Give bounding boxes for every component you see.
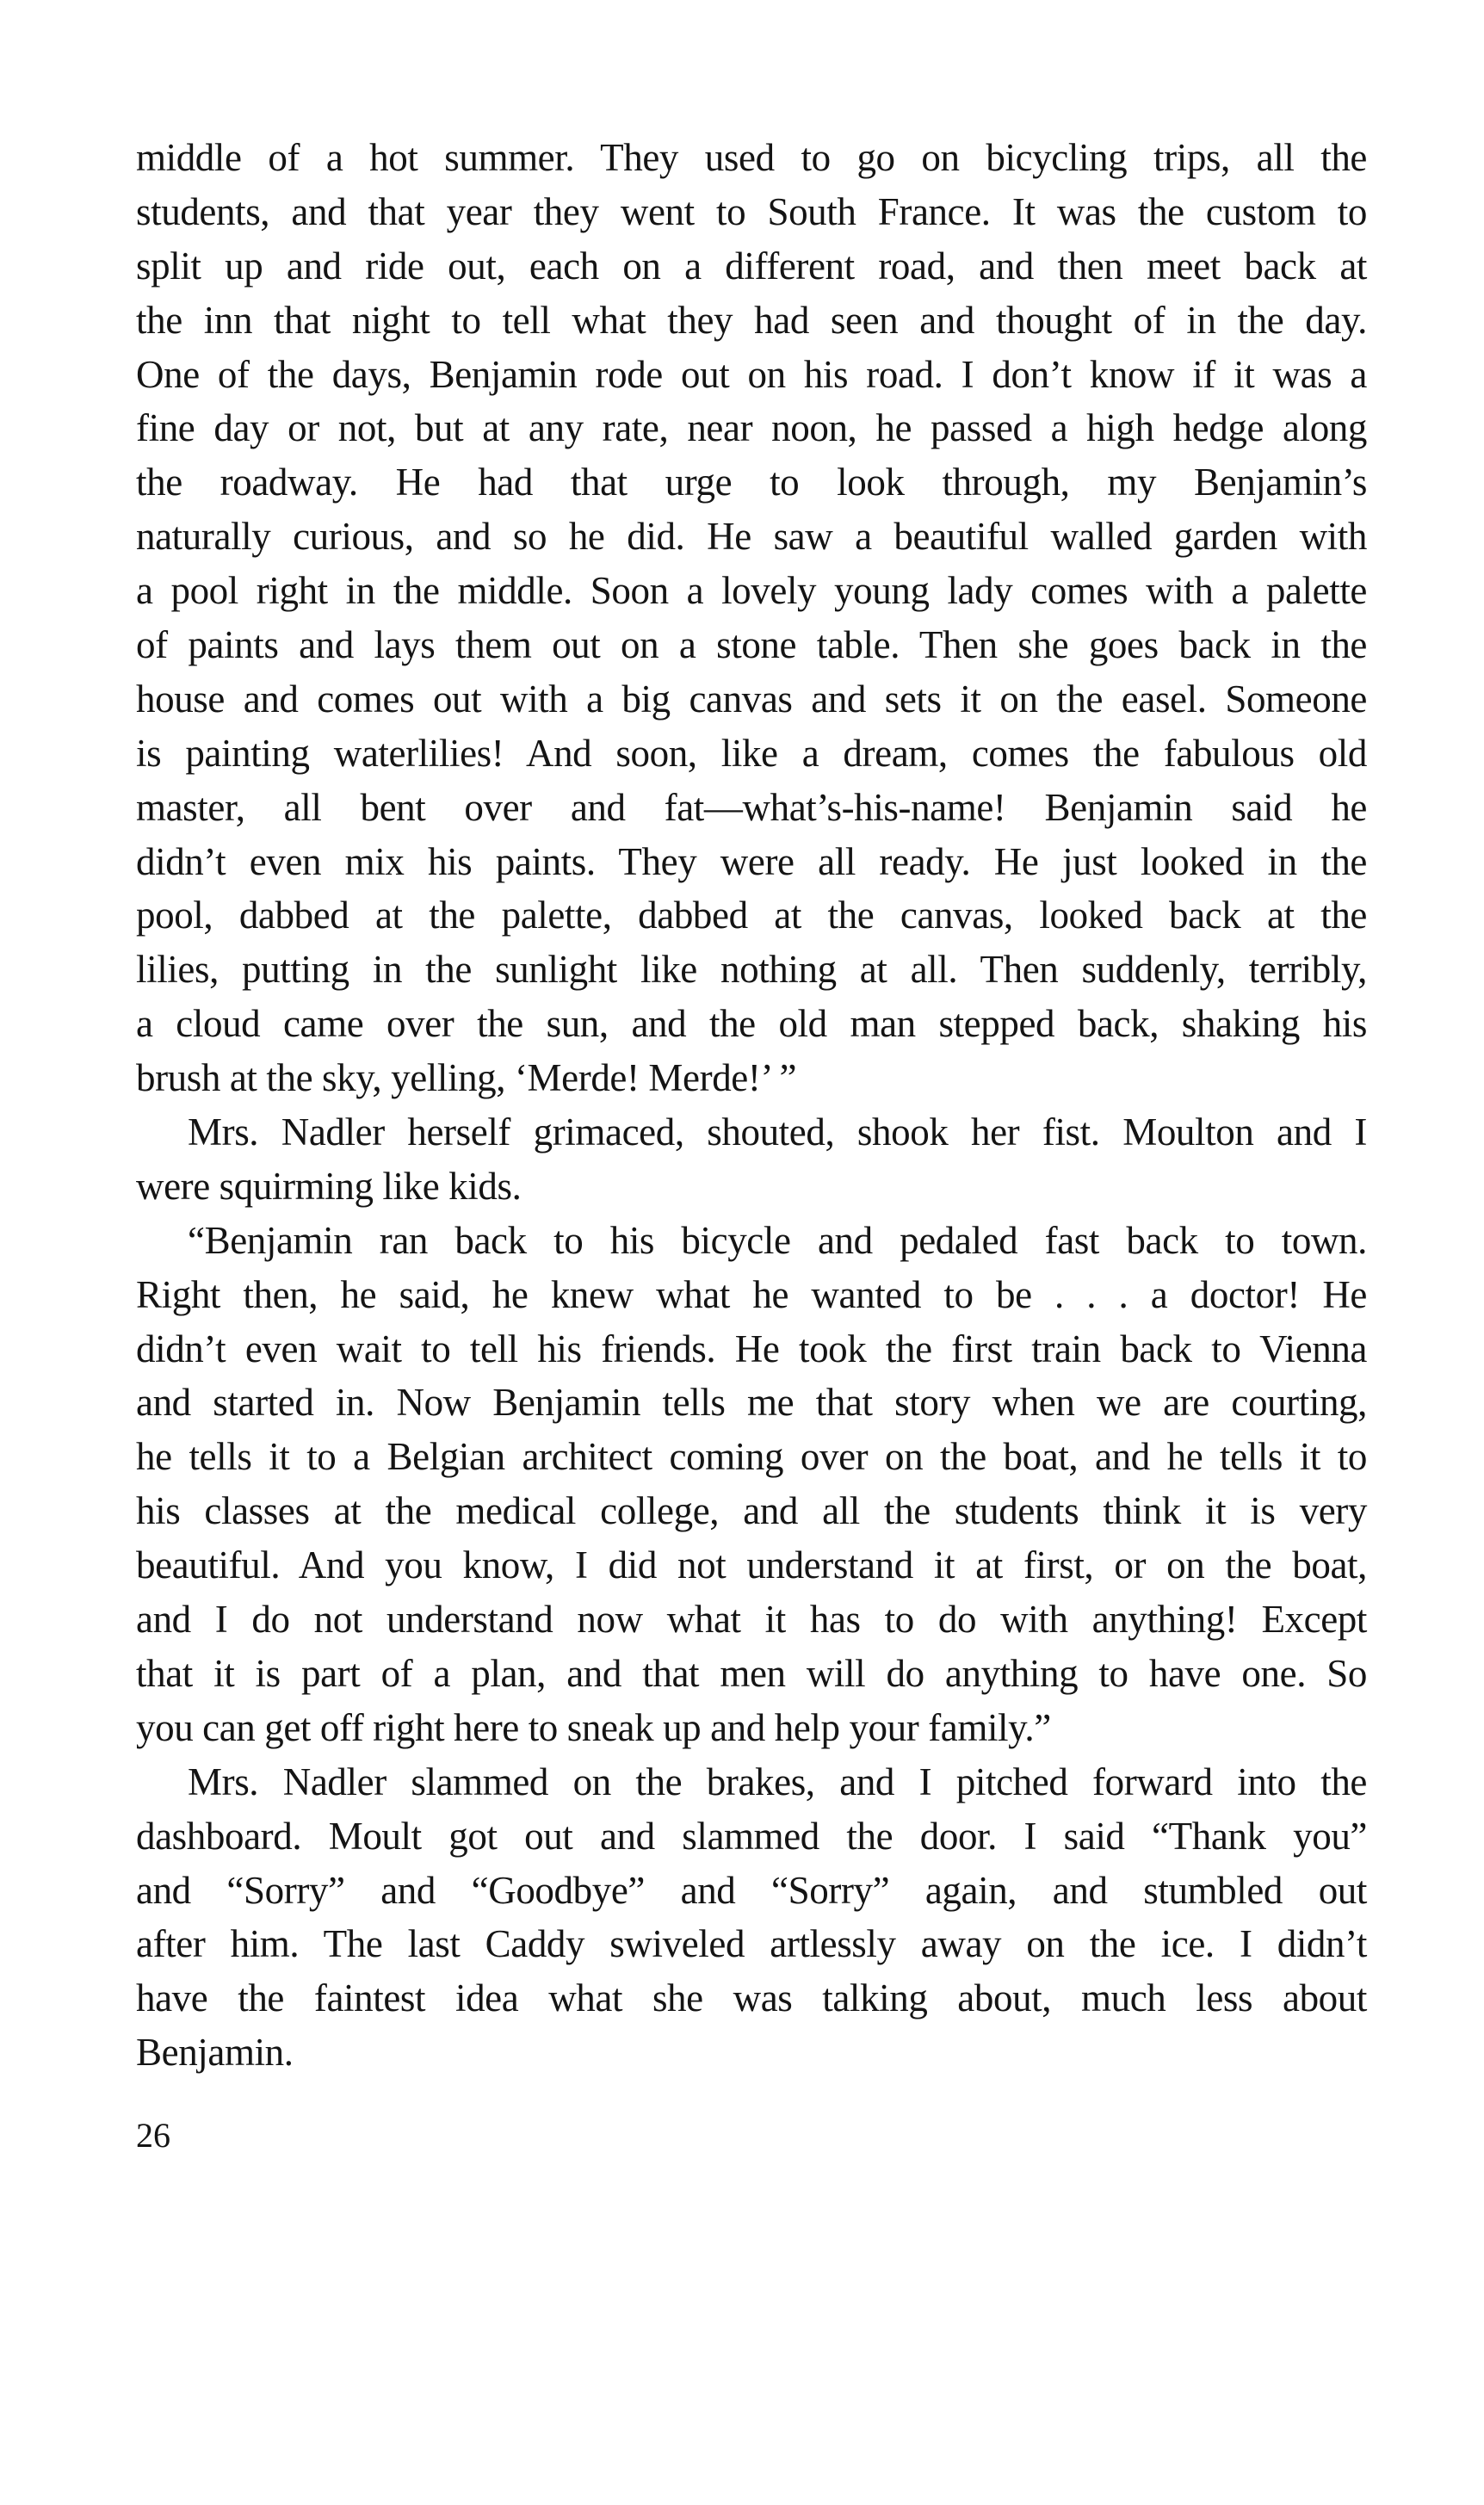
text-line: brush at the sky, yelling, ‘Merde! Merde!’ ” xyxy=(136,1056,797,1100)
text-line: is painting waterlilies! And soon, like a dream, comes the fabulous old xyxy=(136,731,1367,775)
text-line: lilies, putting in the sunlight like nothing at all. Then suddenly, terribly, xyxy=(136,948,1367,992)
text-line: beautiful. And you know, I did not understand it at first, or on the boat, xyxy=(136,1543,1367,1587)
text-line: have the faintest idea what she was talking about, much less about xyxy=(136,1976,1367,2020)
text-line: and started in. Now Benjamin tells me that story when we are courting, xyxy=(136,1381,1367,1425)
text-line: he tells it to a Belgian architect coming over on the boat, and he tells it to xyxy=(136,1435,1367,1479)
text-line: the inn that night to tell what they had seen and thought of in the day. xyxy=(136,298,1367,342)
text-line: didn’t even wait to tell his friends. He took the first train back to Vienna xyxy=(136,1327,1367,1370)
text-line: and “Sorry” and “Goodbye” and “Sorry” again, and stumbled out xyxy=(136,1868,1367,1912)
paragraph xyxy=(136,1755,1367,2080)
text-line: Mrs. Nadler herself grimaced, shouted, shook her fist. Moulton and I xyxy=(188,1110,1367,1154)
text-line: master, all bent over and fat—what’s-his-name! Benjamin said he xyxy=(136,785,1367,829)
text-line: of paints and lays them out on a stone table. Then she goes back in the xyxy=(136,623,1367,667)
text-line: students, and that year they went to South France. It was the custom to xyxy=(136,189,1367,233)
text-line: were squirming like kids. xyxy=(136,1164,522,1208)
text-line: his classes at the medical college, and all the students think it is very xyxy=(136,1489,1367,1533)
text-line: Mrs. Nadler slammed on the brakes, and I pitched forward into the xyxy=(188,1760,1367,1803)
text-line: Benjamin. xyxy=(136,2031,294,2075)
text-line: pool, dabbed at the palette, dabbed at the canvas, looked back at the xyxy=(136,894,1367,937)
paragraph xyxy=(136,131,1367,1105)
text-line: dashboard. Moult got out and slammed the door. I said “Thank you” xyxy=(136,1814,1367,1858)
text-line: fine day or not, but at any rate, near noon, he passed a high hedge along xyxy=(136,406,1367,450)
text-line: didn’t even mix his paints. They were all ready. He just looked in the xyxy=(136,839,1367,883)
text-line: One of the days, Benjamin rode out on his road. I don’t know if it was a xyxy=(136,352,1367,396)
text-line: Right then, he said, he knew what he wanted to be . . . a doctor! He xyxy=(136,1272,1367,1316)
paragraph xyxy=(136,1214,1367,1755)
text-line: “Benjamin ran back to his bicycle and pedaled fast back to town. xyxy=(188,1218,1367,1262)
text-line: you can get off right here to sneak up and help your family.” xyxy=(136,1705,1051,1749)
text-line: that it is part of a plan, and that men will do anything to have one. So xyxy=(136,1651,1367,1695)
text-line: after him. The last Caddy swiveled artlessly away on the ice. I didn’t xyxy=(136,1922,1367,1966)
paragraph xyxy=(136,1105,1367,1214)
text-line: naturally curious, and so he did. He saw a beautiful walled garden with xyxy=(136,515,1367,559)
body-text xyxy=(136,131,1367,2080)
text-line: split up and ride out, each on a different road, and then meet back at xyxy=(136,244,1367,288)
text-line: the roadway. He had that urge to look through, my Benjamin’s xyxy=(136,461,1367,504)
text-line: and I do not understand now what it has to do with anything! Except xyxy=(136,1598,1367,1642)
page-number: 26 xyxy=(136,2116,170,2155)
text-line: a pool right in the middle. Soon a lovely young lady comes with a palette xyxy=(136,569,1367,613)
text-line: a cloud came over the sun, and the old man stepped back, shaking his xyxy=(136,1002,1367,1046)
text-line: house and comes out with a big canvas and sets it on the easel. Someone xyxy=(136,677,1367,721)
text-line: middle of a hot summer. They used to go on bicycling trips, all the xyxy=(136,136,1367,179)
